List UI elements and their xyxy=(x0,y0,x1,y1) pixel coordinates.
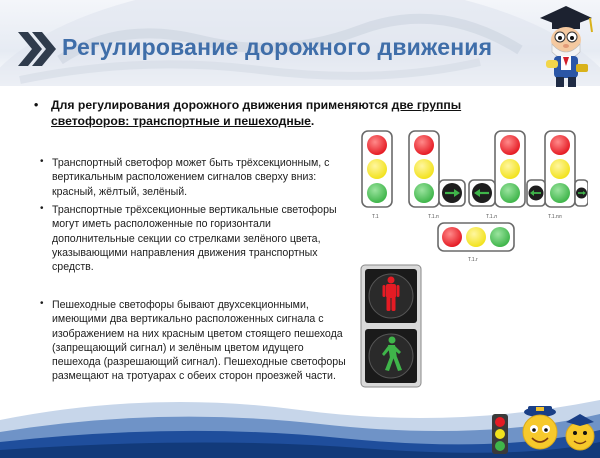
list-item xyxy=(40,203,344,274)
professor-mascot-icon xyxy=(532,4,596,88)
green-signal xyxy=(367,183,387,203)
pedestrian-traffic-light xyxy=(360,264,422,388)
list-item-text: Транспортный светофор может быть трёхсекционным, с вертикальным расположением сигналов сверху вниз: красный, жёлтый, зелёный. xyxy=(52,157,330,198)
red-signal xyxy=(367,135,387,155)
yellow-signal xyxy=(367,159,387,179)
intro-text-start: Для регулирования дорожного движения применяются xyxy=(51,98,392,112)
light-label: T.1.л xyxy=(486,214,497,220)
bullet-marker: • xyxy=(40,156,44,167)
bullet-marker: • xyxy=(40,298,44,309)
light-label: T.1.п xyxy=(428,214,439,220)
light-label: T.1 xyxy=(372,214,379,220)
traffic-light-horizontal xyxy=(438,223,514,251)
slide-header xyxy=(0,0,600,86)
light-label: T.1.пл xyxy=(548,214,562,220)
bullet-marker: • xyxy=(40,203,44,214)
intro-text-underlined: две группы светофоров: транспортные и пешеходные xyxy=(51,98,462,128)
list-item xyxy=(40,298,352,384)
bullet-marker: • xyxy=(34,98,39,112)
intro-text-end: . xyxy=(310,114,315,128)
traffic-light-t1 xyxy=(362,131,392,207)
traffic-light-t1-right xyxy=(409,131,465,207)
traffic-light-t1-left xyxy=(469,131,525,207)
traffic-light-mascot-icon xyxy=(488,402,600,458)
page-title: Регулирование дорожного движения xyxy=(62,34,493,60)
traffic-light-t1-both xyxy=(527,131,588,207)
intro-paragraph xyxy=(34,97,534,129)
traffic-lights-diagram xyxy=(358,127,588,267)
light-label: T.1.г xyxy=(468,257,478,263)
list-item xyxy=(40,156,344,199)
list-item-text: Пешеходные светофоры бывают двухсекционными, имеющими два вертикально расположенных сигнала с изображением на них красным цветом стоящего пешехода (запрещающий сигнал) и зелёным цветом идущего пешехода (разрешающий сигнал). Пешеходные светофоры размещают на тротуарах с обеих сторон проезжей части. xyxy=(52,299,346,383)
list-item-text: Транспортные трёхсекционные вертикальные светофоры могут иметь расположенные по горизонтали дополнительные секции со стрелками зелёного цвета, указывающими направления движения транспортных средств. xyxy=(52,204,337,274)
double-chevron-icon xyxy=(18,32,58,66)
